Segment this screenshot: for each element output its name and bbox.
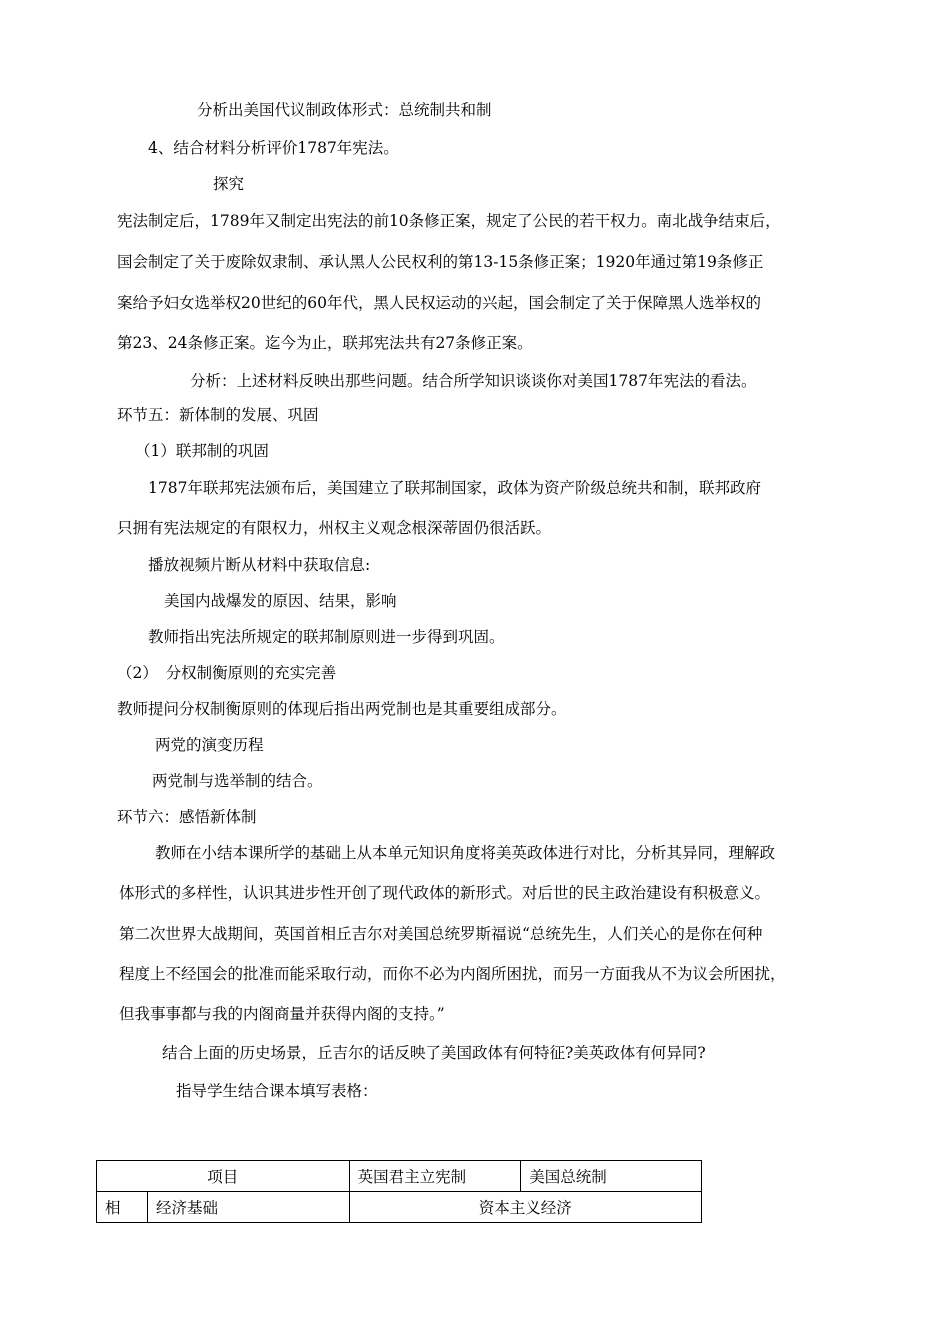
- text-line: 案给予妇女选举权20世纪的60年代，黑人民权运动的兴起，国会制定了关于保障黑人选举权的: [117, 294, 761, 312]
- comparison-table: [96, 1160, 702, 1223]
- table-cell: 相: [97, 1192, 148, 1223]
- text-line: 教师提问分权制衡原则的体现后指出两党制也是其重要组成部分。: [117, 700, 567, 718]
- text-line: 播放视频片断从材料中获取信息:: [148, 556, 371, 574]
- subsection-heading: （1）联邦制的巩固: [135, 442, 269, 460]
- section-heading: 环节五：新体制的发展、巩固: [117, 406, 319, 424]
- text-line: 第23、24条修正案。迄今为止，联邦宪法共有27条修正案。: [117, 334, 533, 352]
- text-line: 第二次世界大战期间，英国首相丘吉尔对美国总统罗斯福说“总统先生，人们关心的是你在何种: [119, 925, 763, 943]
- table-cell: 资本主义经济: [349, 1192, 701, 1223]
- table-header-row: [97, 1161, 702, 1192]
- text-line: 美国内战爆发的原因、结果，影响: [164, 592, 397, 610]
- table-row: [97, 1192, 702, 1223]
- text-line: 但我事事都与我的内阁商量并获得内阁的支持。”: [119, 1005, 445, 1023]
- table-header-cell: 项目: [97, 1161, 350, 1192]
- text-line: 指导学生结合课本填写表格：: [176, 1082, 378, 1100]
- text-line: 宪法制定后，1789年又制定出宪法的前10条修正案，规定了公民的若干权力。南北战争结束后，: [117, 212, 781, 230]
- table-cell: 经济基础: [147, 1192, 349, 1223]
- text-line: 分析出美国代议制政体形式：总统制共和制: [197, 101, 492, 119]
- text-line: 探究: [213, 175, 245, 193]
- text-line: 两党的演变历程: [155, 736, 264, 754]
- table-header-cell: 英国君主立宪制: [349, 1161, 521, 1192]
- text-line: 分析：上述材料反映出那些问题。结合所学知识谈谈你对美国1787年宪法的看法。: [190, 372, 757, 390]
- text-line: 只拥有宪法规定的有限权力，州权主义观念根深蒂固仍很活跃。: [117, 519, 552, 537]
- text-line: 1787年联邦宪法颁布后，美国建立了联邦制国家，政体为资产阶级总统共和制，联邦政府: [148, 479, 761, 497]
- text-line: 国会制定了关于废除奴隶制、承认黑人公民权利的第13-15条修正案；1920年通过第19条修正: [117, 253, 764, 271]
- text-line: 教师指出宪法所规定的联邦制原则进一步得到巩固。: [148, 628, 505, 646]
- text-line: 两党制与选举制的结合。: [152, 772, 323, 790]
- table-header-cell: 美国总统制: [521, 1161, 702, 1192]
- subsection-heading: （2） 分权制衡原则的充实完善: [117, 664, 337, 682]
- text-line: 体形式的多样性，认识其进步性开创了现代政体的新形式。对后世的民主政治建设有积极意义。: [119, 884, 771, 902]
- text-line: 4、结合材料分析评价1787年宪法。: [148, 139, 399, 157]
- text-line: 结合上面的历史场景，丘吉尔的话反映了美国政体有何特征?美英政体有何异同?: [162, 1044, 706, 1062]
- text-line: 程度上不经国会的批准而能采取行动，而你不必为内阁所困扰，而另一方面我从不为议会所困扰，: [119, 965, 786, 983]
- section-heading: 环节六：感悟新体制: [117, 808, 257, 826]
- text-line: 教师在小结本课所学的基础上从本单元知识角度将美英政体进行对比，分析其异同，理解政: [155, 844, 776, 862]
